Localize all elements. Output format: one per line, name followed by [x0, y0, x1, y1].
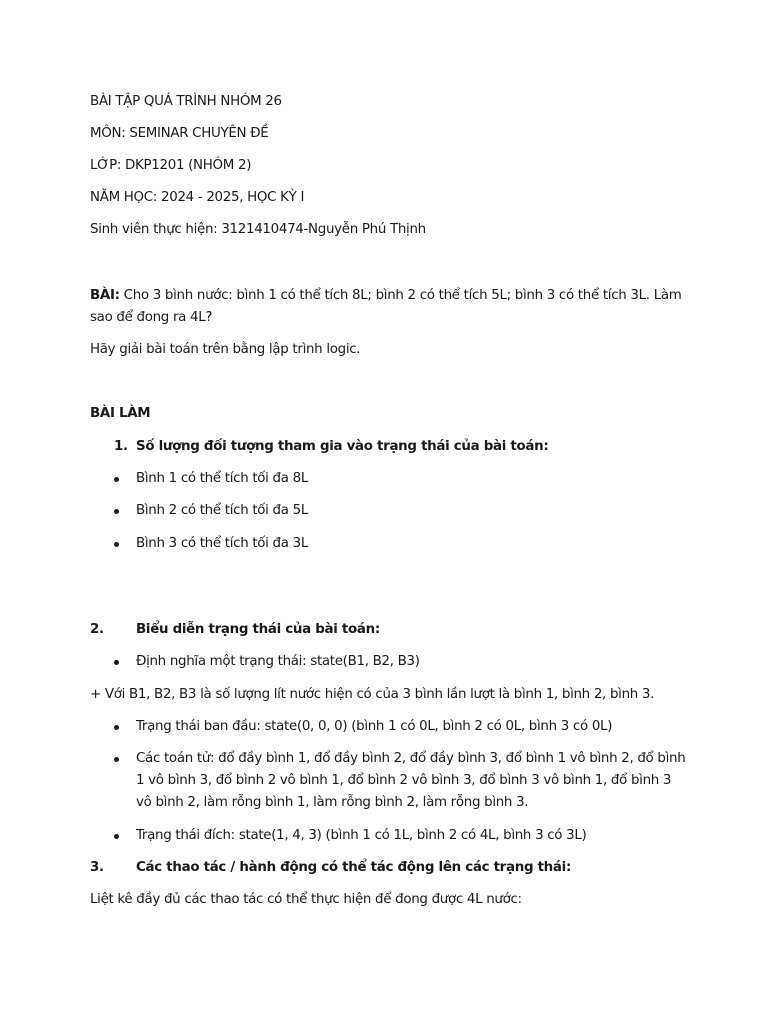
section1-bullet: Bình 3 có thể tích tối đa 3L — [136, 536, 308, 551]
bullet-icon — [114, 477, 119, 482]
section1-number: 1. — [114, 439, 128, 454]
operators: Các toán tử: đổ đầy bình 1, đổ đầy bình 2, đổ đầy bình 3, đổ bình 1 vô bình 2, đổ bình 1 vô bình 3, đổ bình 2 vô bình 1, đổ bình 2 vô bình 3, đổ bình 3 vô bình 1, đổ bình 3 vô bình 2, làm rỗng bình 1, làm rỗng bình 2, làm rỗng bình 3. — [136, 751, 686, 810]
state-note: + Với B1, B2, B3 là số lượng lít nước hiện có của 3 bình lần lượt là bình 1, bình 2, bình 3. — [90, 687, 655, 702]
problem-text: Cho 3 bình nước: bình 1 có thể tích 8L; bình 2 có thể tích 5L; bình 3 có thể tích 3L. Làm sao để đong ra 4L? — [90, 288, 682, 325]
bullet-icon — [114, 834, 119, 839]
section1-bullet: Bình 2 có thể tích tối đa 5L — [136, 503, 308, 518]
class-name: LỚP: DKP1201 (NHÓM 2) — [90, 158, 252, 173]
section2-title: Biểu diễn trạng thái của bài toán: — [136, 622, 380, 637]
state-definition: Định nghĩa một trạng thái: state(B1, B2, B3) — [136, 654, 420, 669]
solution-heading: BÀI LÀM — [90, 406, 151, 421]
section1-bullet: Bình 1 có thể tích tối đa 8L — [136, 471, 308, 486]
section3-text: Liệt kê đầy đủ các thao tác có thể thực hiện để đong được 4L nước: — [90, 892, 522, 907]
bullet-icon — [114, 542, 119, 547]
bullet-icon — [114, 757, 119, 762]
assignment-title: BÀI TẬP QUÁ TRÌNH NHÓM 26 — [90, 94, 282, 109]
student-info: Sinh viên thực hiện: 3121410474-Nguyễn Phú Thịnh — [90, 222, 426, 237]
problem-statement — [90, 285, 690, 329]
problem-label: BÀI: — [90, 288, 120, 303]
academic-year: NĂM HỌC: 2024 - 2025, HỌC KỲ I — [90, 190, 305, 205]
bullet-icon — [114, 725, 119, 730]
section1-title: Số lượng đối tượng tham gia vào trạng thái của bài toán: — [136, 439, 549, 454]
section3-number: 3. — [90, 860, 104, 875]
section2-number: 2. — [90, 622, 104, 637]
goal-state: Trạng thái đích: state(1, 4, 3) (bình 1 có 1L, bình 2 có 4L, bình 3 có 3L) — [136, 828, 587, 843]
bullet-icon — [114, 660, 119, 665]
problem-instruction: Hãy giải bài toán trên bằng lập trình logic. — [90, 342, 361, 357]
initial-state: Trạng thái ban đầu: state(0, 0, 0) (bình 1 có 0L, bình 2 có 0L, bình 3 có 0L) — [136, 719, 613, 734]
bullet-icon — [114, 509, 119, 514]
course-name: MÔN: SEMINAR CHUYÊN ĐỀ — [90, 126, 269, 141]
section3-title: Các thao tác / hành động có thể tác động lên các trạng thái: — [136, 860, 572, 875]
